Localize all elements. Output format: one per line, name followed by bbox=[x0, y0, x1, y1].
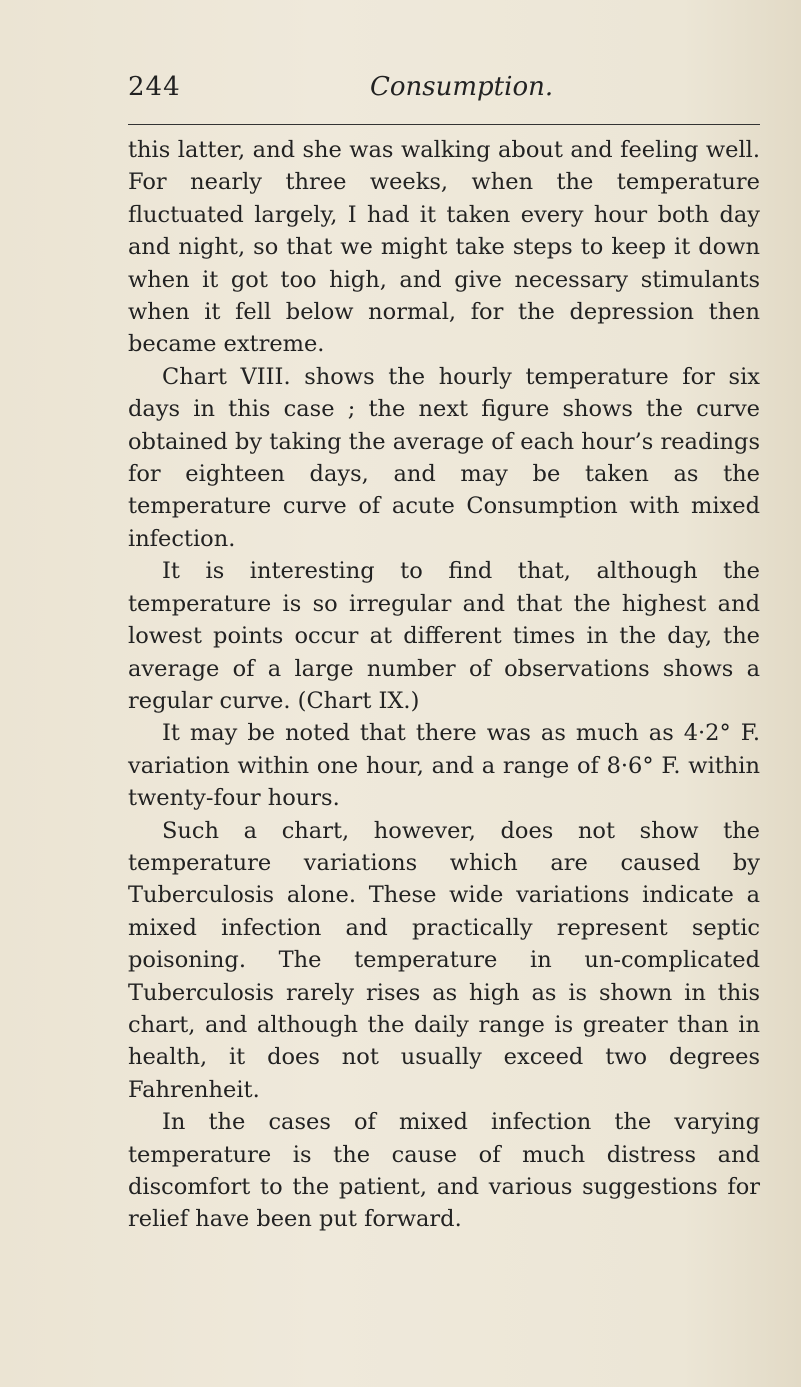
paragraph-2: Chart VIII. shows the hourly temperature for six days in this case ; the next figure shows the curve obtained by taking the average of each hour’s readings for eighteen days, and may be taken as the temperature curve of acute Consumption with mixed infection. bbox=[128, 363, 760, 552]
page-number: 244 bbox=[128, 72, 181, 102]
header-rule bbox=[128, 124, 760, 125]
body-text bbox=[128, 134, 760, 1236]
page-header bbox=[128, 72, 760, 116]
paragraph-6: In the cases of mixed infection the varying temperature is the cause of much distress and discomfort to the patient, and various suggestions for relief have been put forward. bbox=[128, 1109, 760, 1233]
paragraph-5: Such a chart, however, does not show the temperature variations which are caused by Tuberculosis alone. These wide variations indicate a mixed infection and practically represent septic poisoning. The temperature in un-complicated Tuberculosis rarely rises as high as is shown in this chart, and although the daily range is greater than in health, it does not usually exceed two degrees Fahrenheit. bbox=[128, 817, 760, 1103]
paragraph-1: this latter, and she was walking about and feeling well. For nearly three weeks, when the temperature fluctuated largely, I had it taken every hour both day and night, so that we might take steps to keep it down when it got too high, and give necessary stimulants when it fell below normal, for the depression then became extreme. bbox=[128, 137, 760, 358]
paragraph-3: It is interesting to find that, although the temperature is so irregular and that the highest and lowest points occur at different times in the day, the average of a large number of observations shows a regular curve. (Chart IX.) bbox=[128, 558, 760, 714]
running-head: Consumption. bbox=[370, 72, 554, 102]
paragraph-4: It may be noted that there was as much as 4·2° F. variation within one hour, and a range of 8·6° F. within twenty-four hours. bbox=[128, 720, 760, 812]
